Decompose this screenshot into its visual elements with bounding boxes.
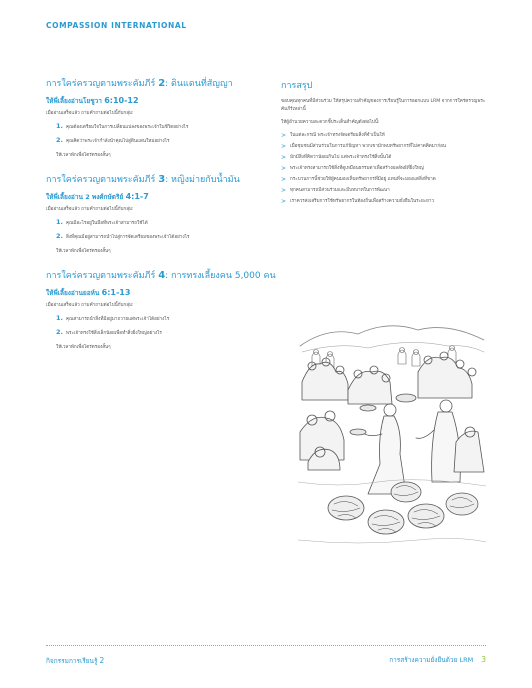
bullet-text: มักมีสิ่งที่คิดว่าน้อยเกินไป แต่พระเจ้าทรงใช้สิ่งนั้นได้: [290, 155, 392, 160]
question-text: สิ่งที่คุณมีอยู่สามารถนำไปสู่การจัดเตรียมของพระเจ้าได้อย่างไร: [66, 235, 190, 240]
bullet-text: เราควรส่งเสริมการใช้ทรัพยากรในท้องถิ่นเพื่อสร้างความยั่งยืนในระยะยาว: [290, 199, 435, 204]
question-text: คุณมีอะไรอยู่ในมือที่พระเจ้าสามารถใช้ได้: [66, 221, 148, 226]
instruction-line: เมื่ออ่านเสร็จแล้ว ถามคำถามต่อไปนี้กับกลุ่ม:: [46, 207, 134, 212]
scripture-label: ให้พี่เลี้ยงอ่านโยชูวา: [46, 97, 105, 105]
bullet-text: พระเจ้าทรงสามารถใช้สิ่งที่ดูเหมือนธรรมดาเพื่อสร้างผลลัพธ์ที่ยิ่งใหญ่: [290, 166, 424, 171]
scripture-reference: [46, 192, 268, 202]
question-number: 1.: [56, 314, 63, 322]
summary-paragraph: ให้ผู้อำนวยความสะดวกชี้ประเด็นสำคัญดังต่อไปนี้:: [281, 120, 380, 125]
bullet-text: ในแต่ละกรณี พระเจ้าทรงจัดเตรียมสิ่งที่จำเป็นให้: [290, 133, 385, 138]
section-title: [46, 270, 276, 282]
question-text: พระเจ้าทรงใช้สิ่งเล็กน้อยเพื่อทำสิ่งยิ่งใหญ่อย่างไร: [66, 331, 162, 336]
scripture-reference: [46, 96, 268, 106]
footer-right: [389, 655, 486, 665]
arrow-icon: >: [281, 143, 287, 150]
feeding-crowd-illustration: [298, 312, 486, 550]
scripture-reference: [46, 288, 268, 298]
question-text: คุณต้องเตรียมใจในการเปลี่ยนแปลงของพระเจ้าในชีวิตอย่างไร: [66, 125, 189, 130]
question-item: [56, 122, 268, 132]
question-number: 1.: [56, 122, 63, 130]
question-number: 2.: [56, 136, 63, 144]
section-reflection-2: [46, 78, 268, 160]
scripture-label: ให้พี่เลี้ยงอ่านยอห์น: [46, 289, 102, 297]
right-column: [281, 78, 486, 209]
question-number: 1.: [56, 218, 63, 226]
scripture-verse: 4:1-7: [125, 192, 149, 201]
bullet-item: [281, 165, 486, 173]
page-number: 3: [481, 655, 486, 664]
section-title-prefix: การใคร่ครวญตามพระคัมภีร์: [46, 79, 159, 89]
scripture-verse: 6:1-13: [101, 288, 131, 297]
footer-left: [46, 656, 104, 666]
bullet-item: [281, 198, 486, 206]
question-number: 2.: [56, 232, 63, 240]
bullet-item: [281, 132, 486, 140]
bullet-item: [281, 176, 486, 184]
question-item: [56, 314, 268, 324]
bullet-item: [281, 154, 486, 162]
question-text: คุณคิดว่าพระเจ้ากำลังนำคุณไปสู่ดินแดนใหม่อย่างไร: [66, 139, 170, 144]
instruction-line: เมื่ออ่านเสร็จแล้ว ถามคำถามต่อไปนี้กับกลุ่ม:: [46, 303, 134, 308]
footer-divider: [46, 645, 486, 646]
section-number: 4: [158, 270, 166, 281]
question-number: 2.: [56, 328, 63, 336]
arrow-icon: >: [281, 198, 287, 205]
arrow-icon: >: [281, 132, 287, 139]
instruction-line: เมื่ออ่านเสร็จแล้ว ถามคำถามต่อไปนี้กับกลุ่ม:: [46, 111, 134, 116]
bullet-item: [281, 143, 486, 151]
bullet-item: [281, 187, 486, 195]
section-number: 3: [158, 174, 166, 185]
arrow-icon: >: [281, 154, 287, 161]
arrow-icon: >: [281, 176, 287, 183]
brand-header: COMPASSION INTERNATIONAL: [46, 21, 187, 30]
question-item: [56, 218, 268, 228]
section-title-suffix: : ดินแดนที่สัญญา: [165, 79, 233, 89]
footer-activity-label: กิจกรรมการเรียนรู้: [46, 657, 100, 665]
reflection-note: ให้เวลาพักเพื่อไตร่ตรองสั้นๆ: [56, 345, 111, 350]
question-item: [56, 328, 268, 338]
scripture-verse: 6:10-12: [104, 96, 139, 105]
scripture-label: ให้พี่เลี้ยงอ่าน 2 พงศ์กษัตริย์: [46, 193, 126, 201]
question-text: คุณสามารถนำสิ่งที่มีอยู่มาถวายแด่พระเจ้าได้อย่างไร: [66, 317, 170, 322]
footer-guide-title: การสร้างความยั่งยืนด้วย LRM: [389, 656, 474, 664]
reflection-note: ให้เวลาพักเพื่อไตร่ตรองสั้นๆ: [56, 249, 111, 254]
section-title-suffix: : การทรงเลี้ยงคน 5,000 คน: [165, 271, 276, 281]
summary-paragraph: ขอบคุณทุกคนที่มีส่วนร่วม ให้สรุปความสำคัญของการเรียนรู้ในการออกแบบ LRM จากการใคร่ครวญพระคัมภีร์เหล่านี้: [281, 99, 486, 112]
arrow-icon: >: [281, 165, 287, 172]
bullet-text: กระบวนการนี้ช่วยให้ผู้คนมองเห็นทรัพยากรที่มีอยู่ แทนที่จะมองแต่สิ่งที่ขาด: [290, 177, 436, 182]
bullet-text: ทุกคนสามารถมีส่วนร่วมและมีบทบาทในการพัฒนา: [290, 188, 390, 193]
question-item: [56, 232, 268, 242]
section-title-suffix: : หญิงม่ายกับน้ำมัน: [165, 175, 240, 185]
reflection-note: ให้เวลาพักเพื่อไตร่ตรองสั้นๆ: [56, 153, 111, 158]
question-item: [56, 136, 268, 146]
arrow-icon: >: [281, 187, 287, 194]
summary-title: การสรุป: [281, 81, 313, 91]
footer-activity-number: 2: [99, 656, 105, 665]
section-title: [46, 174, 268, 186]
summary-bullets: [281, 132, 486, 206]
section-reflection-3: [46, 174, 268, 256]
bullet-text: เมื่อชุมชนมีส่วนร่วมในการแก้ปัญหา พวกเขามักพบทรัพยากรที่ไม่คาดคิดมาก่อน: [290, 144, 447, 149]
section-title: [46, 78, 268, 90]
section-title-prefix: การใคร่ครวญตามพระคัมภีร์: [46, 175, 159, 185]
section-reflection-4: [46, 270, 276, 352]
section-title-prefix: การใคร่ครวญตามพระคัมภีร์: [46, 271, 159, 281]
section-number: 2: [158, 78, 166, 89]
left-column: [46, 78, 276, 366]
